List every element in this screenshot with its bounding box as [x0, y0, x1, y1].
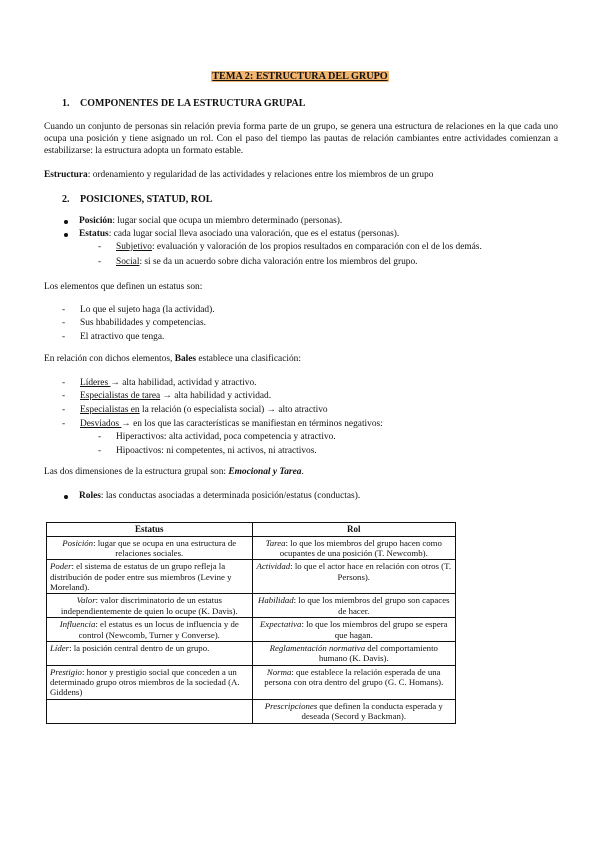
bales-intro: En relación con dichos elementos, Bales establece una clasificación:: [44, 354, 301, 364]
elemento-item: El atractivo que tenga.: [80, 332, 165, 342]
rol-cell: Reglamentación normativa del comportamiento humano (K. Davis).: [252, 641, 455, 665]
social-item: Social: si se da un acuerdo sobre dicha valoración entre los miembros del grupo.: [116, 257, 418, 267]
hiperactivos-item: Hiperactivos: alta actividad, poca competencia y atractivo.: [116, 432, 336, 442]
dash-marker: -: [62, 332, 66, 342]
dash-marker: -: [62, 378, 66, 388]
section-1-heading: 1. COMPONENTES DE LA ESTRUCTURA GRUPAL: [62, 98, 306, 109]
relacion-item: Especialistas en la relación (o especialista social) → alto atractivo: [80, 405, 328, 415]
dash-marker: -: [98, 432, 102, 442]
rol-cell: Norma: que establece la relación esperada de una persona con otra dentro del grupo (G. C. Homans).: [252, 665, 455, 699]
dash-marker: -: [98, 257, 102, 267]
roles-item: Roles: las conductas asociadas a determinada posición/estatus (conductas).: [79, 491, 361, 501]
dash-marker: -: [62, 391, 66, 401]
dash-marker: -: [98, 242, 102, 252]
dimensiones-line: Las dos dimensiones de la estructura grupal son: Emocional y Tarea.: [44, 467, 304, 477]
elementos-intro: Los elementos que definen un estatus son:: [44, 282, 203, 292]
rol-cell: Actividad: lo que el actor hace en relación con otros (T. Persons).: [252, 560, 455, 594]
estatus-cell-empty: [47, 699, 253, 723]
estatus-cell: Posición: lugar que se ocupa en una estructura de relaciones sociales.: [47, 536, 253, 560]
hipoactivos-item: Hipoactivos: ni competentes, ni activos, ni atractivos.: [116, 446, 317, 456]
subjetivo-item: Subjetivo: evaluación y valoración de los propios resultados en comparación con el de los demás.: [116, 242, 482, 252]
estatus-cell: Líder: la posición central dentro de un grupo.: [47, 641, 253, 665]
section-1-paragraph: Cuando un conjunto de personas sin relación previa forma parte de un grupo, se genera una estructura de relaciones en la que cada uno ocupa una posición y tiene asignado un rol. Con el paso del tiempo las pautas de relación cambiantes entre actividades comienzan a estabilizarse: la estructura adopta un formato estable.: [44, 122, 558, 157]
estructura-definition: Estructura: ordenamiento y regularidad de las actividades y relaciones entre los miembros de un grupo: [44, 170, 434, 180]
table-row: [47, 665, 456, 699]
elemento-item: Lo que el sujeto haga (la actividad).: [80, 305, 215, 315]
desviados-item: Desviados → en los que las características se manifiestan en términos negativos:: [80, 419, 383, 429]
estatus-cell: Prestigio: honor y prestigio social que conceden a un determinado grupo otros miembros de la sociedad (A. Giddens): [47, 665, 253, 699]
section-2-heading: 2. POSICIONES, STATUD, ROL: [62, 194, 213, 205]
estatus-cell: Valor: valor discriminatorio de un estatus independientemente de quien lo ocupe (K. Davis).: [47, 594, 253, 618]
estatus-cell: Influencia: el estatus es un locus de influencia y de control (Newcomb, Turner y Converse).: [47, 618, 253, 642]
tarea-item: Especialistas de tarea → alta habilidad y actividad.: [80, 391, 272, 401]
table-header-row: [47, 523, 456, 537]
table-row: [47, 641, 456, 665]
elemento-item: Sus hbabilidades y competencias.: [80, 318, 207, 328]
dash-marker: -: [98, 446, 102, 456]
bullet-dot: [64, 233, 68, 237]
rol-cell: Habilidad: lo que los miembros del grupo son capaces de hacer.: [252, 594, 455, 618]
posicion-item: Posición: lugar social que ocupa un miembro determinado (personas).: [79, 216, 343, 226]
estatus-item: Estatus: cada lugar social lleva asociado una valoración, que es el estatus (personas).: [79, 229, 400, 239]
rol-cell: Prescripciones que definen la conducta esperada y deseada (Secord y Backman).: [252, 699, 455, 723]
bullet-dot: [64, 220, 68, 224]
lideres-item: Líderes → alta habilidad, actividad y atractivo.: [80, 378, 257, 388]
dash-marker: -: [62, 318, 66, 328]
dash-marker: -: [62, 305, 66, 315]
table-row: [47, 594, 456, 618]
table-row: [47, 699, 456, 723]
dash-marker: -: [62, 405, 66, 415]
rol-cell: Expectativa: lo que los miembros del grupo se espera que hagan.: [252, 618, 455, 642]
rol-cell: Tarea: lo que los miembros del grupo hacen como ocupantes de una posición (T. Newcomb).: [252, 536, 455, 560]
dash-marker: -: [62, 419, 66, 429]
estatus-rol-table: [46, 522, 456, 724]
table-row: [47, 536, 456, 560]
table-row: [47, 618, 456, 642]
estatus-cell: Poder: el sistema de estatus de un grupo refleja la distribución de poder entre sus miembros (Levine y Moreland).: [47, 560, 253, 594]
document-title: TEMA 2: ESTRUCTURA DEL GRUPO: [212, 71, 388, 82]
header-rol: Rol: [252, 523, 455, 537]
bullet-dot: [64, 495, 68, 499]
header-estatus: Estatus: [47, 523, 253, 537]
table-row: [47, 560, 456, 594]
